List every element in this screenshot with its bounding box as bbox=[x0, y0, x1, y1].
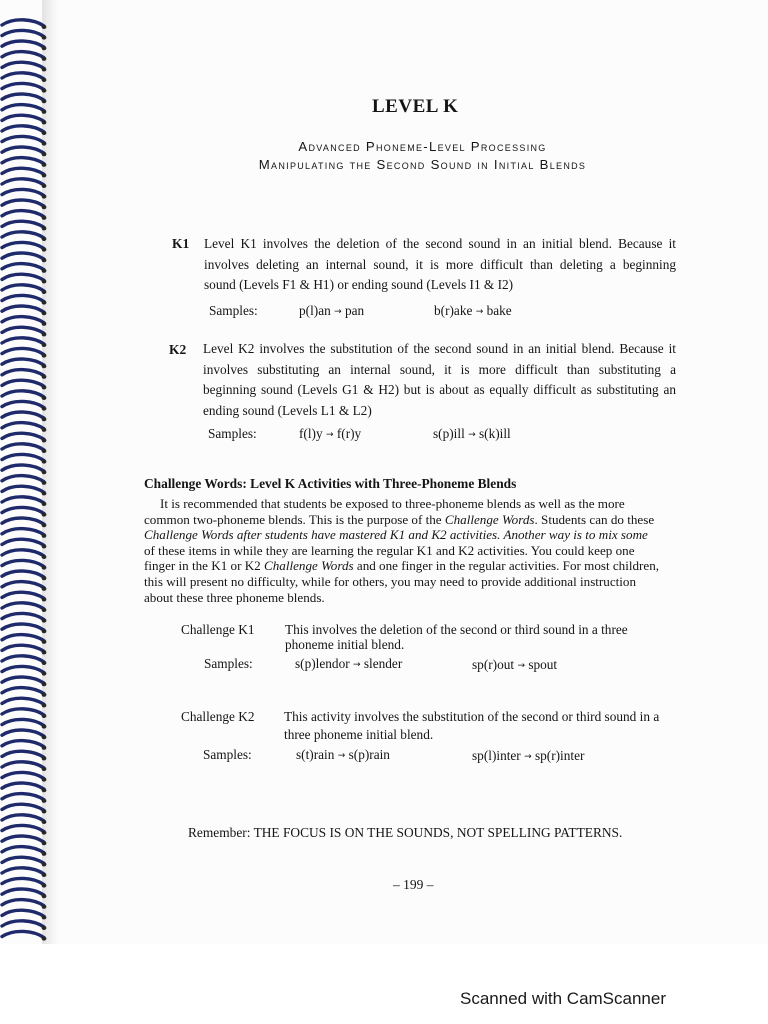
binding-coil bbox=[2, 921, 44, 927]
sample-to: s(k)ill bbox=[478, 426, 511, 441]
binding-coil bbox=[2, 507, 44, 513]
paragraph-line bbox=[144, 512, 681, 528]
binding-coil bbox=[2, 836, 44, 842]
binding-coil bbox=[2, 338, 44, 344]
binding-coil bbox=[2, 857, 44, 863]
binding-coil bbox=[2, 30, 44, 36]
binding-coil bbox=[2, 762, 44, 768]
binding-coil bbox=[2, 221, 44, 227]
binding-coil bbox=[2, 560, 44, 566]
paragraph-line bbox=[144, 574, 681, 590]
k1-tag: K1 bbox=[172, 236, 190, 251]
k2-line: Level K2 involves the substitution of the second sound in an initial blend. Because it bbox=[203, 341, 676, 356]
challenge-k2-label: Challenge K2 bbox=[181, 709, 255, 724]
binding-coil bbox=[2, 878, 44, 884]
sample-from: s(p)lendor bbox=[295, 656, 350, 671]
binding-coil bbox=[2, 486, 44, 492]
k1-sample-2 bbox=[434, 303, 512, 319]
challenge-k1-label: Challenge K1 bbox=[181, 622, 255, 637]
binding-coil bbox=[2, 412, 44, 418]
binding-coil bbox=[2, 232, 44, 238]
binding-coil bbox=[2, 794, 44, 800]
k2-line: beginning sound (Levels G1 & H2) but is about as equally difficult as substituting an bbox=[203, 382, 676, 397]
arrow-icon: → bbox=[334, 307, 342, 317]
text-run: about these three phoneme blends. bbox=[144, 589, 325, 605]
binding-coil bbox=[2, 910, 44, 916]
binding-coil bbox=[2, 868, 44, 874]
binding-coil bbox=[2, 94, 44, 100]
arrow-icon: → bbox=[337, 751, 346, 761]
binding-coil bbox=[2, 900, 44, 906]
binding-coil bbox=[2, 931, 44, 937]
binding-coil bbox=[2, 645, 44, 651]
binding-coil bbox=[2, 401, 44, 407]
text-run: and one finger in the regular activities. For most children, bbox=[353, 558, 660, 574]
text-run: of these items in while they are learning the regular K1 and K2 activities. You could keep one bbox=[144, 542, 635, 558]
binding-coil bbox=[2, 41, 44, 47]
binding-coil bbox=[2, 603, 44, 609]
sample-to: s(p)rain bbox=[348, 747, 390, 762]
binding-coil bbox=[2, 751, 44, 757]
challenge-k1-sample-2 bbox=[472, 657, 557, 673]
arrow-icon: → bbox=[517, 661, 525, 671]
binding-coil bbox=[2, 83, 44, 89]
binding-coil bbox=[2, 656, 44, 662]
sample-from: sp(r)out bbox=[472, 657, 515, 672]
binding-coil bbox=[2, 327, 44, 333]
binding-coil bbox=[2, 52, 44, 58]
binding-coil bbox=[2, 454, 44, 460]
binding-coil bbox=[2, 179, 44, 185]
binding-coil bbox=[2, 62, 44, 68]
k2-samples-label: Samples: bbox=[208, 426, 257, 441]
binding-coil bbox=[2, 348, 44, 354]
k2-description bbox=[203, 339, 676, 421]
binding-coil bbox=[2, 285, 44, 291]
page-number: – 199 – bbox=[393, 877, 434, 892]
binding-coil bbox=[2, 380, 44, 386]
text-run: It is recommended that students be exposed to three-phoneme blends as well as the more bbox=[160, 496, 625, 511]
binding-coil bbox=[2, 529, 44, 535]
binding-coil bbox=[2, 126, 44, 132]
binding-coil bbox=[2, 306, 44, 312]
binding-coil bbox=[2, 825, 44, 831]
binding-coil bbox=[2, 518, 44, 524]
italic-term: Challenge Words bbox=[144, 527, 234, 543]
binding-coil bbox=[2, 264, 44, 270]
text-run: finger in the K1 or K2 bbox=[144, 558, 264, 574]
binding-coil bbox=[2, 497, 44, 503]
paragraph-line bbox=[144, 558, 681, 574]
binding-coil bbox=[2, 444, 44, 450]
binding-coil bbox=[2, 582, 44, 588]
binding-coil bbox=[2, 592, 44, 598]
sample-to: pan bbox=[344, 303, 365, 318]
sample-from: f(l)y bbox=[299, 426, 323, 441]
binding-coil bbox=[2, 105, 44, 111]
challenge-k2-sample-1 bbox=[296, 747, 390, 763]
text-run: common two-phoneme blends. This is the purpose of the bbox=[144, 511, 445, 527]
paragraph-line bbox=[144, 527, 681, 543]
challenge-heading: Challenge Words: Level K Activities with Three-Phoneme Blends bbox=[144, 476, 517, 491]
binding-coil bbox=[2, 783, 44, 789]
sample-to: slender bbox=[363, 656, 403, 671]
italic-term: after students have mastered K1 and K2 activities. Another way is to mix some bbox=[233, 527, 648, 543]
binding-coil bbox=[2, 433, 44, 439]
binding-coil bbox=[2, 815, 44, 821]
challenge-k2-desc-2: three phoneme initial blend. bbox=[284, 727, 434, 742]
page-bottom-margin bbox=[0, 944, 768, 1024]
binding-coil bbox=[2, 391, 44, 397]
paragraph-line bbox=[144, 496, 681, 512]
arrow-icon: → bbox=[468, 430, 476, 440]
arrow-icon: → bbox=[475, 307, 484, 317]
k1-description bbox=[204, 234, 676, 296]
k1-line: Level K1 involves the deletion of the second sound in an initial blend. Because it bbox=[204, 236, 676, 251]
binding-coil bbox=[2, 465, 44, 471]
binding-coil bbox=[2, 539, 44, 545]
sample-to: spout bbox=[528, 657, 558, 672]
binding-coil bbox=[2, 709, 44, 715]
sample-to: bake bbox=[486, 303, 512, 318]
binding-coil bbox=[2, 719, 44, 725]
sample-to: f(r)y bbox=[336, 426, 362, 441]
binding-coil bbox=[2, 423, 44, 429]
challenge-k1-desc-1: This involves the deletion of the second or third sound in a three bbox=[285, 622, 628, 637]
binding-coil bbox=[2, 115, 44, 121]
k2-sample-1 bbox=[299, 426, 361, 442]
arrow-icon: → bbox=[325, 430, 334, 440]
k2-line: ending sound (Levels L1 & L2) bbox=[203, 402, 372, 418]
binding-coil bbox=[2, 804, 44, 810]
binding-coil bbox=[2, 635, 44, 641]
challenge-paragraph bbox=[144, 496, 681, 605]
challenge-k1-sample-1 bbox=[295, 656, 402, 672]
k1-line: involves deleting an internal sound, it is more difficult than deleting a beginning bbox=[204, 256, 676, 272]
binding-coil bbox=[2, 550, 44, 556]
binding-coil bbox=[2, 73, 44, 79]
binding-coil bbox=[2, 242, 44, 248]
binding-coil bbox=[2, 359, 44, 365]
binding-coil bbox=[2, 274, 44, 280]
paragraph-line bbox=[144, 590, 681, 606]
binding-coil bbox=[2, 730, 44, 736]
sample-to: sp(r)inter bbox=[534, 748, 585, 763]
paragraph-line bbox=[144, 543, 681, 559]
text-run: . Students can do these bbox=[534, 511, 655, 527]
sample-from: b(r)ake bbox=[434, 303, 473, 318]
binding-coil bbox=[2, 317, 44, 323]
k1-line: sound (Levels F1 & H1) or ending sound (Levels I1 & I2) bbox=[204, 277, 514, 292]
challenge-k2-samples-label: Samples: bbox=[203, 747, 252, 762]
k1-sample-1 bbox=[299, 303, 364, 319]
binding-coil bbox=[2, 741, 44, 747]
remember-note: Remember: THE FOCUS IS ON THE SOUNDS, NOT SPELLING PATTERNS. bbox=[188, 825, 623, 840]
binding-coil bbox=[2, 688, 44, 694]
binding-coil bbox=[2, 624, 44, 630]
challenge-k1-samples-label: Samples: bbox=[204, 656, 253, 671]
sample-from: s(p)ill bbox=[433, 426, 465, 441]
subtitle-2: Manipulating the Second Sound in Initial Blends bbox=[258, 157, 587, 172]
binding-coil bbox=[2, 613, 44, 619]
binding-coil bbox=[2, 677, 44, 683]
k2-tag: K2 bbox=[169, 342, 187, 357]
binding-coil bbox=[2, 666, 44, 672]
binding-coil bbox=[2, 189, 44, 195]
subtitle-1: Advanced Phoneme-Level Processing bbox=[298, 139, 547, 154]
page-title: LEVEL K bbox=[372, 96, 459, 117]
binding-coil bbox=[2, 476, 44, 482]
arrow-icon: → bbox=[524, 752, 532, 762]
binding-coil bbox=[2, 698, 44, 704]
binding-coil bbox=[2, 772, 44, 778]
challenge-k2-sample-2 bbox=[472, 748, 584, 764]
binding-coil bbox=[2, 847, 44, 853]
binding-coil bbox=[2, 253, 44, 259]
binding-coil bbox=[2, 370, 44, 376]
text-run: this will present no difficulty, while for others, you may need to provide additional instruction bbox=[144, 573, 637, 589]
k2-sample-2 bbox=[433, 426, 511, 442]
italic-term: Challenge Words bbox=[444, 511, 535, 527]
sample-from: sp(l)inter bbox=[472, 748, 521, 763]
k2-line: involves substituting an internal sound, it is more difficult than substituting a bbox=[203, 361, 676, 377]
binding-coil bbox=[2, 20, 44, 26]
k1-samples-label: Samples: bbox=[209, 303, 258, 318]
scanner-watermark: Scanned with CamScanner bbox=[460, 989, 667, 1008]
sample-from: s(t)rain bbox=[296, 747, 335, 762]
binding-coil bbox=[2, 211, 44, 217]
challenge-k2-desc-1: This activity involves the substitution of the second or third sound in a bbox=[284, 709, 660, 724]
binding-coil bbox=[2, 889, 44, 895]
italic-term: Challenge Words bbox=[264, 558, 354, 574]
binding-coil bbox=[2, 200, 44, 206]
arrow-icon: → bbox=[352, 660, 361, 670]
binding-coil bbox=[2, 295, 44, 301]
binding-coil bbox=[2, 571, 44, 577]
sample-from: p(l)an bbox=[299, 303, 331, 318]
challenge-k1-desc-2: phoneme initial blend. bbox=[285, 637, 405, 652]
